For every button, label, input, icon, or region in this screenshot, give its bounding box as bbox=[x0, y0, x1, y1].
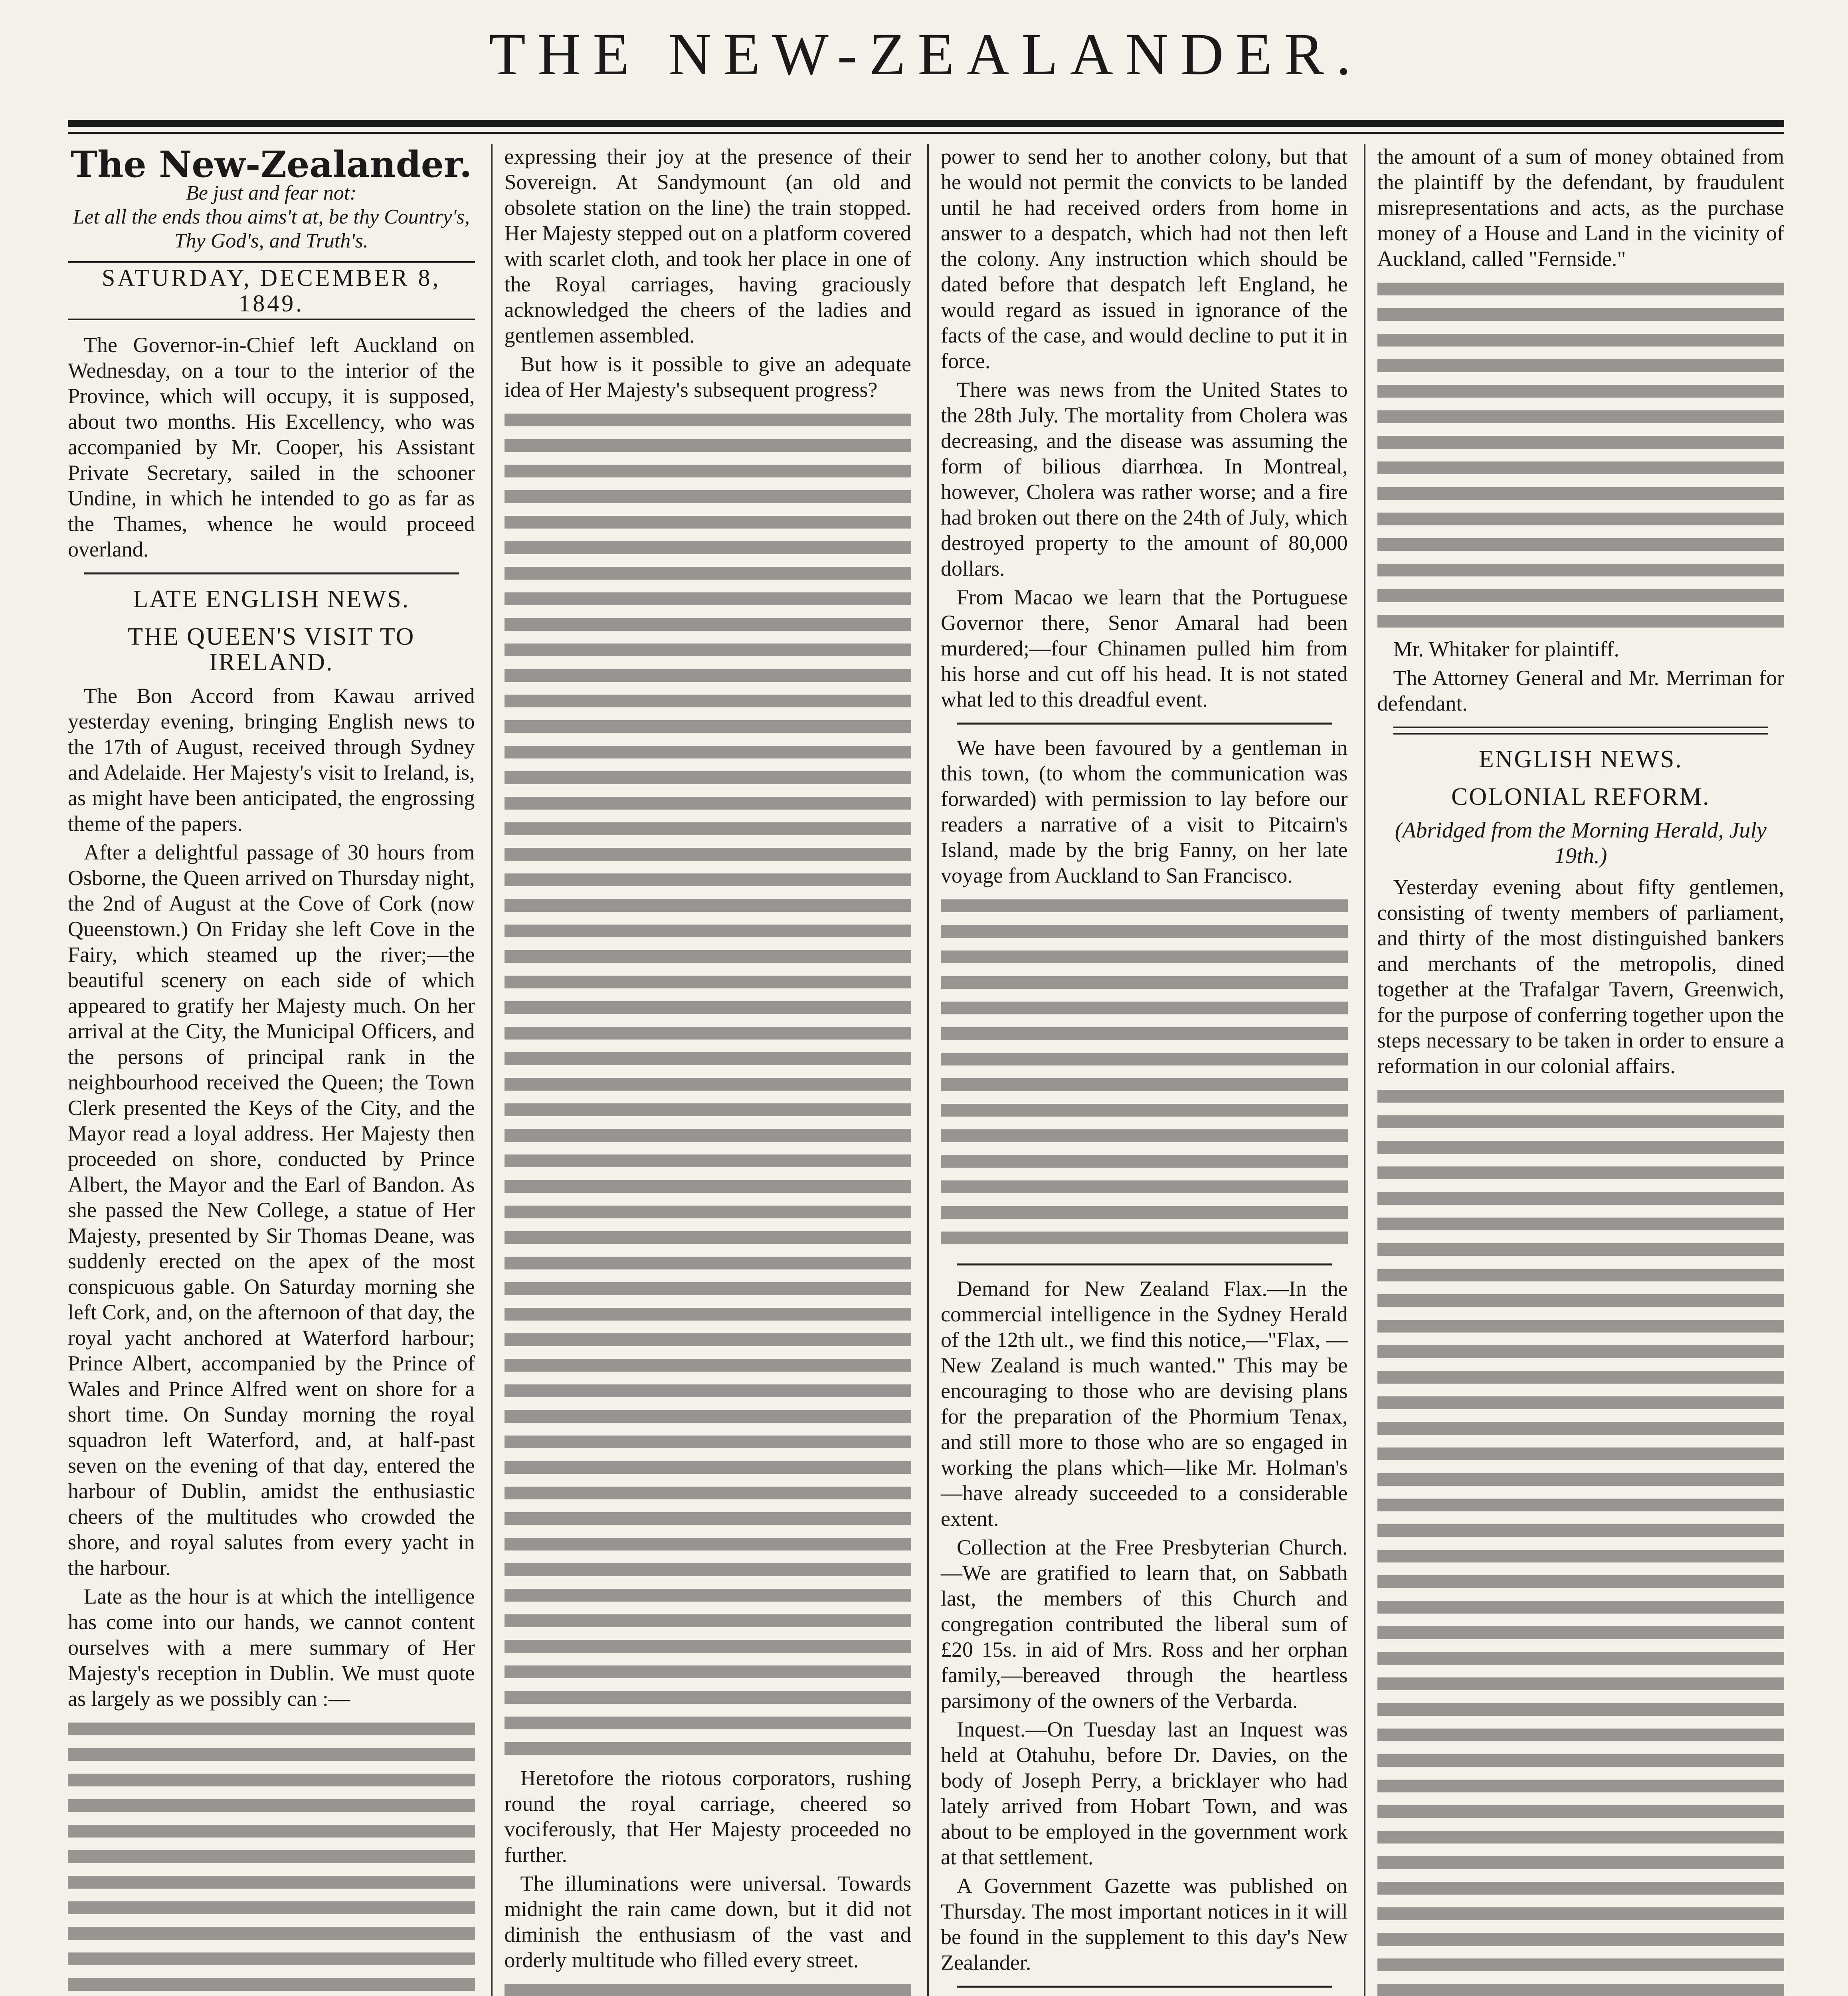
small-print-text-block bbox=[1377, 1084, 1785, 1996]
column-4 bbox=[1364, 144, 1785, 1996]
queen-paragraph-1: The Bon Accord from Kawau arrived yesterday evening, bringing English news to the 17th of August, received through Sydney and Adelaide. Her Majesty's visit to Ireland, is, as might have been anticipated, the engrossing theme of the papers. bbox=[68, 684, 475, 836]
section-divider bbox=[957, 1986, 1332, 1988]
column-3 bbox=[927, 144, 1348, 1996]
col2-opening-paragraph: expressing their joy at the presence of their Sovereign. At Sandymount (an old and obsolete station on the line) the train stopped. Her Majesty stepped out on a platform covered with scarlet cloth, and took her place in one of the Royal carriages, having graciously acknowledged the cheers of the ladies and gentlemen assembled. bbox=[504, 145, 911, 347]
small-print-text-block bbox=[68, 1717, 475, 1996]
column-1 bbox=[68, 144, 475, 1996]
counsel-plaintiff: Mr. Whitaker for plaintiff. bbox=[1393, 637, 1619, 661]
paper-title: The New-Zealander. bbox=[71, 144, 472, 186]
reform-paragraph: Yesterday evening about fifty gentlemen, consisting of twenty members of parliament, and thirty of the most distinguished bankers and merchants of the metropolis, dined together at the Trafalgar Tavern, Greenwich, for the purpose of conferring together upon the steps necessary to be taken in order to ensure a reformation in our colonial affairs. bbox=[1377, 875, 1784, 1078]
abridged-note: (Abridged from the Morning Herald, July 19th.) bbox=[1395, 818, 1767, 868]
inquest-paragraph: Inquest.—On Tuesday last an Inquest was held at Otahuhu, before Dr. Davies, on the body of Joseph Perry, a bricklayer who had lately arrived from Hobart Town, and was about to be employed in the government work at that settlement. bbox=[941, 1717, 1348, 1869]
newspaper-masthead-title: THE NEW-ZEALANDER. bbox=[489, 21, 1363, 87]
small-print-text-block bbox=[505, 1978, 912, 1996]
column-2 bbox=[491, 144, 912, 1996]
col2-question-paragraph: But how is it possible to give an adequate idea of Her Majesty's subsequent progress? bbox=[504, 352, 911, 402]
section-divider bbox=[957, 723, 1332, 725]
small-print-text-block bbox=[1377, 277, 1785, 636]
flax-paragraph: Demand for New Zealand Flax.—In the commercial intelligence in the Sydney Herald of the 12th ult., we find this notice,—"Flax, —New Zealand is much wanted." This may be encouraging to those who are devising plans for the preparation of the Phormium Tenax, and still more to those who are so engaged in working the plans which—like Mr. Holman's—have already succeeded to a considerable extent. bbox=[941, 1277, 1348, 1531]
queen-paragraph-3: Late as the hour is at which the intelligence has come into our hands, we cannot content ourselves with a mere summary of Her Majesty's reception in Dublin. We must quote as largely as we possibly can :— bbox=[68, 1584, 475, 1711]
pitcairn-paragraph: We have been favoured by a gentleman in this town, (to whom the communication was forwarded) with permission to lay before our readers a narrative of a visit to Pitcairn's Island, made by the brig Fanny, on her late voyage from Auckland to San Francisco. bbox=[941, 736, 1348, 887]
us-news-paragraph: There was news from the United States to the 28th July. The mortality from Cholera was decreasing, and the disease was assuming the form of bilious diarrhœa. In Montreal, however, Cholera was rather worse; and a fire had broken out there on the 24th of July, which destroyed property to the amount of 80,000 dollars. bbox=[941, 378, 1348, 580]
colonial-reform-heading: COLONIAL REFORM. bbox=[1451, 783, 1710, 810]
macao-paragraph: From Macao we learn that the Portuguese Governor there, Senor Amaral had been murdered;—four Chinamen pulled him from his horse and cut off his head. It is not stated what led to this dreadful event. bbox=[941, 585, 1348, 711]
small-print-text-block bbox=[505, 408, 912, 1765]
small-print-text-block bbox=[941, 894, 1348, 1253]
late-news-heading: LATE ENGLISH NEWS. bbox=[133, 586, 410, 613]
col2-paragraph-3: The illuminations were universal. Towards midnight the rain came down, but it did not diminish the enthusiasm of the vast and orderly multitude who filled every street. bbox=[504, 1871, 911, 1972]
governor-paragraph: The Governor-in-Chief left Auckland on Wednesday, on a tour to the interior of the Province, which will occupy, it is supposed, about two months. His Excellency, who was accompanied by Mr. Cooper, his Assistant Private Secretary, sailed in the schooner Undine, in which he intended to go as far as the Thames, whence he would proceed overland. bbox=[68, 333, 475, 561]
col3-opening-paragraph: power to send her to another colony, but that he would not permit the convicts to be landed until he had received orders from home in answer to a despatch, which had not then left the colony. Any instruction which should be dated before that despatch left England, he would regard as issued in ignorance of the facts of the case, and would decline to put it in force. bbox=[941, 145, 1348, 373]
section-divider bbox=[84, 572, 459, 574]
masthead-rule-thin bbox=[68, 132, 1784, 134]
gazette-paragraph: A Government Gazette was published on Thursday. The most important notices in it will be found in the supplement to this day's New Zealander. bbox=[941, 1874, 1348, 1974]
col2-paragraph-2: Heretofore the riotous corporators, rushing round the royal carriage, cheered so vociferously, that Her Majesty proceeded no further. bbox=[504, 1766, 911, 1867]
queen-visit-heading: THE QUEEN'S VISIT TO IRELAND. bbox=[128, 623, 415, 676]
collection-paragraph: Collection at the Free Presbyterian Church.—We are gratified to learn that, on Sabbath last, the members of this Church and congregation contributed the liberal sum of £20 15s. in aid of Mrs. Ross and her orphan family,—bereaved through the heartless parsimony of the owners of the Verbarda. bbox=[941, 1535, 1348, 1713]
masthead bbox=[68, 8, 1784, 136]
english-news-heading: ENGLISH NEWS. bbox=[1478, 746, 1683, 773]
dateline: SATURDAY, DECEMBER 8, 1849. bbox=[68, 261, 475, 320]
masthead-rule-thick bbox=[68, 120, 1784, 127]
page-columns bbox=[68, 144, 1784, 1996]
col4-opening-paragraph: the amount of a sum of money obtained from the plaintiff by the defendant, by fraudulent misrepresentations and acts, as the purchase money of a House and Land in the vicinity of Auckland, called "Fernside." bbox=[1377, 145, 1784, 271]
counsel-defendant: The Attorney General and Mr. Merriman for defendant. bbox=[1377, 666, 1784, 715]
queen-paragraph-2: After a delightful passage of 30 hours from Osborne, the Queen arrived on Thursday night, the 2nd of August at the Cove of Cork (now Queenstown.) On Friday she left Cove in the Fairy, which steamed up the river;—the beautiful scenery on each side of which appeared to gratify her Majesty much. On her arrival at the City, the Municipal Officers, and the persons of principal rank in the neighbourhood received the Queen; the Town Clerk presented the Keys of the City, and the Mayor read a loyal address. Her Majesty then proceeded on shore, conducted by Prince Albert, the Mayor and the Earl of Bandon. As she passed the New College, a statue of Her Majesty, presented by Sir Thomas Deane, was suddenly erected on the apex of the most conspicuous gable. On Saturday morning she left Cork, and, on the afternoon of that day, the royal yacht anchored at Waterford harbour; Prince Albert, accompanied by the Prince of Wales and Prince Alfred went on shore for a short time. On Sunday morning the royal squadron left Waterford, and, at half-past seven on the evening of that day, entered the harbour of Dublin, amidst the enthusiastic cheers of the multitudes who crowded the shore, and royal salutes from every yacht in the harbour. bbox=[68, 840, 475, 1580]
section-divider bbox=[957, 1263, 1332, 1265]
section-divider bbox=[1393, 727, 1769, 735]
motto: Be just and fear not: Let all the ends thou aims't at, be thy Country's, Thy God's, and Truth's. bbox=[73, 182, 470, 252]
